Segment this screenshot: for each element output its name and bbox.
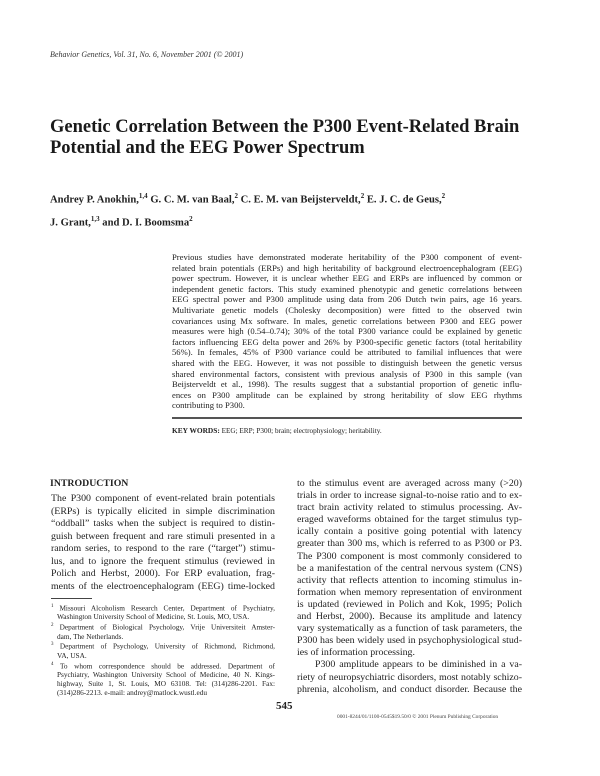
footnote-line	[51, 622, 275, 632]
footnote-line	[51, 661, 275, 671]
body-line: ically contain a positive going potential with latency	[297, 526, 522, 538]
keywords-text: EEG; ERP; P300; brain; electrophysiology; heritability.	[221, 427, 382, 435]
footnote-text: To whom correspondence should be addressed. Department of	[59, 661, 275, 671]
author-name: and D. I. Boomsma	[99, 217, 190, 229]
author-list	[50, 187, 445, 232]
body-text-left-column	[51, 493, 275, 593]
body-line: random series, to respond to the rare (“target”) stimu-	[51, 543, 275, 554]
author-name: Andrey P. Anokhin,	[50, 194, 139, 206]
footnotes	[51, 603, 275, 698]
author-affiliation-marker: 2	[189, 214, 193, 223]
abstract-line: shared environmental factors, consistent with previous analysis of P300 in this sample (van	[172, 368, 522, 379]
footnote-text: dam, The Netherlands.	[57, 632, 124, 641]
footnote-line	[51, 689, 275, 698]
abstract-line: ences on P300 amplitude can be explained by strong heritability of slow EEG rhythms	[172, 389, 522, 400]
body-line: tract brain activity related to stimulus processing. Av-	[297, 502, 522, 514]
author-name: C. E. M. van Beijsterveldt,	[238, 194, 361, 206]
body-line: phrenia, alcoholism, and conduct disorder. Because the	[297, 683, 522, 695]
body-line: P300 amplitude appears to be diminished in a va-	[315, 659, 522, 671]
body-line: trials in order to increase signal-to-noise ratio and to ex-	[297, 490, 522, 502]
abstract-line: Previous studies have demonstrated moderate heritability of the P300 component of event-	[172, 252, 522, 262]
journal-citation: Behavior Genetics, Vol. 31, No. 6, November 2001 (© 2001)	[50, 50, 244, 59]
author-name: G. C. M. van Baal,	[147, 194, 235, 206]
footnote-text: Department of Biological Psychology, Vrije Universiteit Amster-	[59, 622, 275, 632]
author-line	[50, 187, 445, 210]
abstract-line: measures were high (0.54–0.74); 30% of the total P300 variance could be explained by genetic	[172, 326, 522, 337]
author-affiliation-marker: 1,3	[90, 214, 100, 223]
footnote-line	[51, 633, 275, 642]
abstract-line: independent genetic factors. This study examined phenotypic and genetic correlations between	[172, 283, 522, 294]
abstract-line: Beijsterveldt et al., 1998). The results suggest that a substantial proportion of genetic influ-	[172, 379, 522, 390]
body-line: be a manifestation of the central nervous system (CNS)	[297, 562, 522, 574]
body-line: to the stimulus event are averaged across many (>20)	[297, 478, 522, 489]
body-line: greater than 300 ms, which is referred to as P300 or P3.	[297, 538, 522, 550]
footnote-text: Missouri Alcoholism Research Center, Department of Psychiatry,	[59, 603, 275, 613]
abstract	[172, 252, 522, 411]
abstract-line: factors influencing EEG delta power and 26% by P300-specific genetic factors (total heritability	[172, 336, 522, 347]
body-line: activity that reflects attention to incoming stimulus in-	[297, 574, 522, 586]
body-line: and Herbst, 2000). Because its amplitude and latency	[297, 611, 522, 623]
body-line: eraged waveforms obtained for the target stimulus typ-	[297, 514, 522, 526]
abstract-line: 56%). In females, 45% of P300 variance could be attributed to familial influences that were	[172, 347, 522, 358]
body-line: Polich and Herbst, 2000). For ERP evaluation, frag-	[51, 568, 275, 579]
abstract-line: EEG spectral power and P300 amplitude using data from 206 Dutch twin pairs, age 16 years.	[172, 294, 522, 305]
abstract-line: covariances using Mx software. In males, genetic correlations between P300 and EEG power	[172, 315, 522, 326]
abstract-line: shared with the EEG. However, it was not possible to distinguish between the genetic versus	[172, 357, 522, 368]
footnote-text: Washington University School of Medicine, St. Louis, MO, USA.	[57, 613, 250, 622]
footnote-text: highway, Suite 1, St. Louis, MO 63108. Tel: (314)286-2201. Fax:	[57, 679, 275, 688]
body-line: (ERPs) is typically elicited in simple discrimination	[51, 505, 275, 517]
paper-title	[50, 117, 519, 159]
body-line: formation when memory representation of environment	[297, 586, 522, 598]
footnote-number: 2	[51, 623, 54, 629]
footnote-line	[51, 603, 275, 613]
author-line	[50, 210, 445, 233]
footnote-line	[51, 641, 275, 651]
body-line: The P300 component of event-related brain potentials	[51, 493, 275, 504]
abstract-line: Multivariate genetic models (Cholesky decomposition) were fitted to the observed twin	[172, 304, 522, 315]
title-line: Genetic Correlation Between the P300 Event-Related Brain	[50, 117, 520, 137]
author-affiliation-marker: 1,4	[138, 192, 148, 200]
author-name: J. Grant,	[50, 217, 91, 229]
title-line: Potential and the EEG Power Spectrum	[50, 138, 365, 158]
footnote-number: 3	[51, 642, 54, 648]
author-affiliation-marker: 2	[234, 192, 238, 200]
author-affiliation-marker: 2	[360, 192, 365, 200]
author-affiliation-marker: 2	[441, 192, 446, 200]
body-line: guish between frequent and rare stimuli presented in a	[51, 530, 275, 542]
keywords-label: KEY WORDS:	[172, 426, 220, 435]
section-heading: INTRODUCTION	[50, 478, 129, 489]
body-line: is updated (reviewed in Polich and Kok, 1995; Polich	[297, 598, 522, 610]
body-line: lus, and to ignore the frequent stimulus (reviewed in	[51, 555, 275, 567]
author-name: E. J. C. de Geus,	[364, 194, 442, 206]
footnote-number: 4	[51, 661, 54, 667]
footnote-line	[51, 652, 275, 661]
copyright-line: 0001-8244/01/1100-0545$19.50/0 © 2001 Plenum Publishing Corporation	[337, 714, 499, 720]
abstract-line: contributing to P300.	[172, 400, 245, 411]
footnote-divider	[51, 598, 92, 599]
footnote-line	[51, 613, 275, 622]
abstract-line: related brain potentials (ERPs) and high heritability of background electroencephalogram (EEG)	[172, 262, 522, 273]
footnote-text: (314)286-2213. e-mail: andrey@matlock.wustl.edu	[57, 688, 207, 697]
body-line: P300 has been widely used in psychophysiological stud-	[297, 635, 522, 647]
footnote-text: Department of Psychology, University of Richmond, Richmond,	[59, 641, 275, 651]
footnote-line	[51, 680, 275, 689]
footnote-text: VA, USA.	[57, 651, 87, 660]
abstract-divider	[172, 417, 522, 419]
abstract-line: power spectrum. However, it is unclear whether EEG and ERPs are influenced by common or	[172, 273, 522, 284]
body-line: riety of neuropsychiatric disorders, most notably schizo-	[297, 671, 522, 683]
footnote-number: 1	[51, 604, 54, 609]
keywords	[172, 426, 382, 436]
body-line: ments of the electroencephalogram (EEG) time-locked	[51, 580, 275, 592]
body-line: “oddball” tasks when the subject is required to distin-	[51, 518, 275, 529]
body-line: The P300 component is most commonly considered to	[297, 550, 522, 562]
footnote-line	[51, 671, 275, 680]
footnote-text: Psychiatry, Washington University School of Medicine, 40 N. Kings-	[57, 671, 275, 680]
body-text-right-column	[297, 478, 522, 696]
body-line: vary systematically as a function of task parameters, the	[297, 623, 522, 635]
body-line: ies of information processing.	[297, 647, 415, 659]
page-number: 545	[276, 700, 293, 712]
